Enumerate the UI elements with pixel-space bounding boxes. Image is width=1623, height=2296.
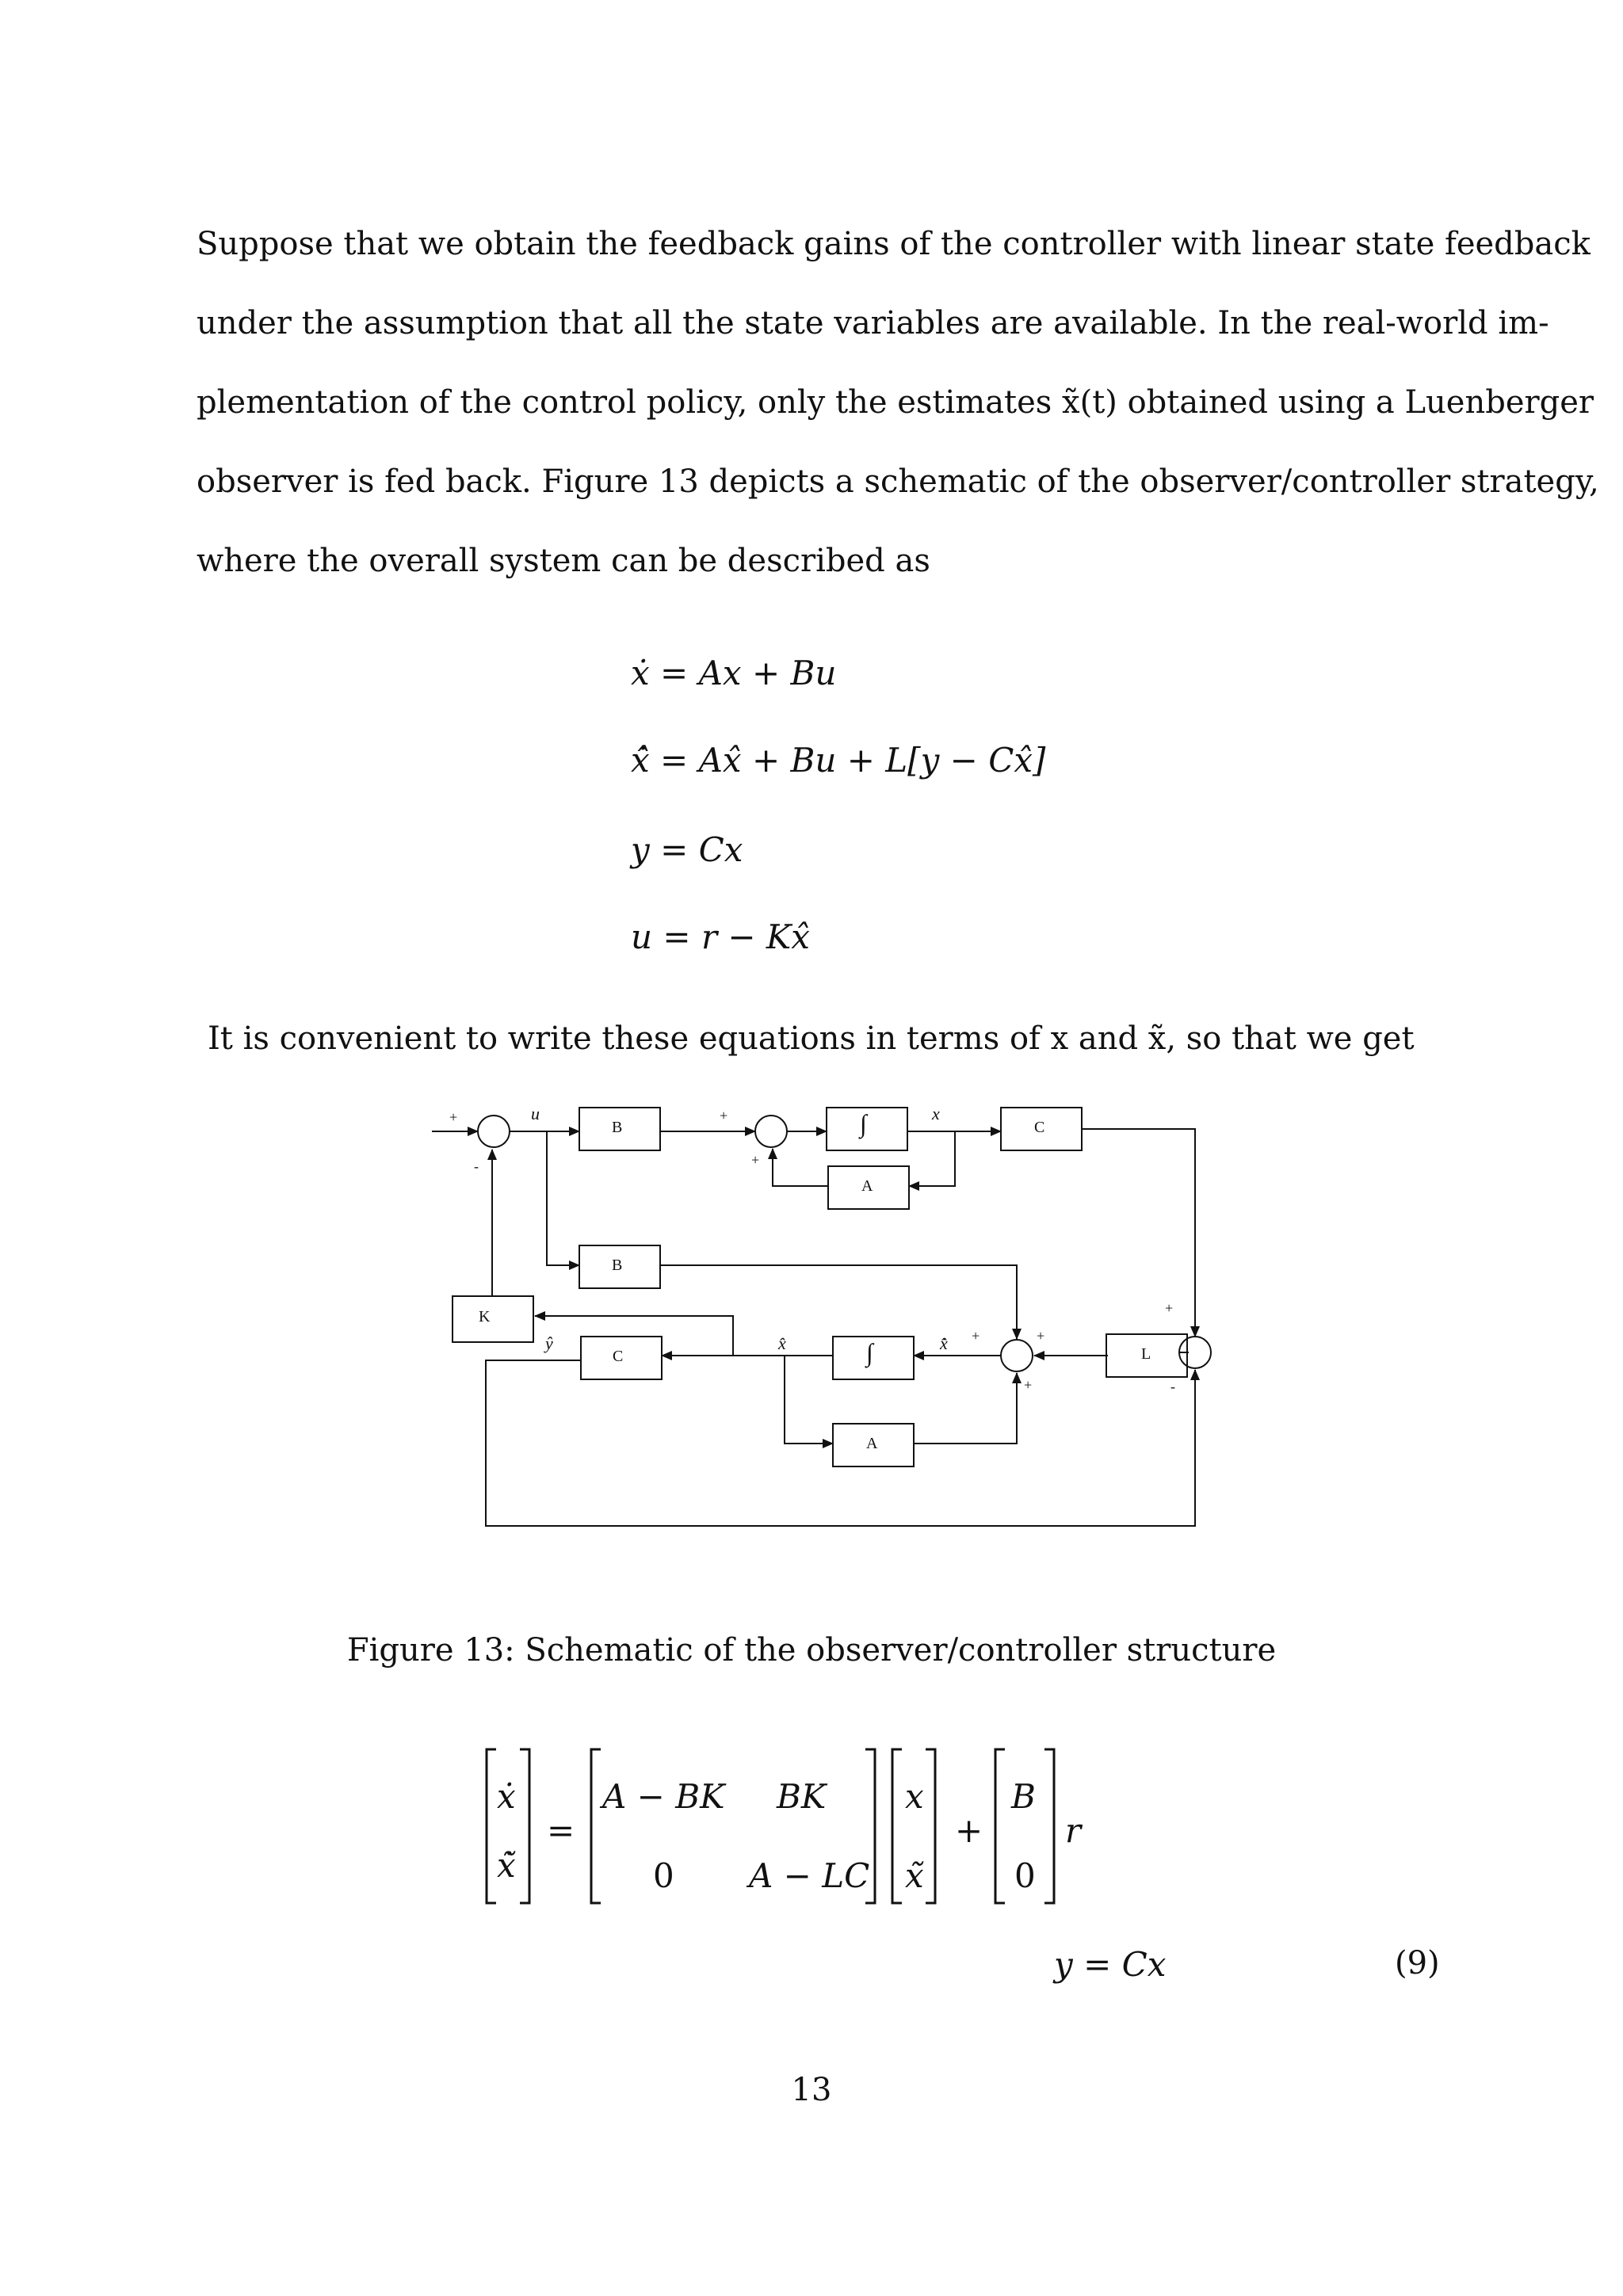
bracket-left xyxy=(892,1749,902,1903)
label-a-bottom: A xyxy=(866,1435,878,1452)
label-b-top: B xyxy=(612,1119,623,1136)
sign-plus: + xyxy=(1165,1300,1174,1316)
signal-u: u xyxy=(531,1104,540,1123)
sign-plus: + xyxy=(751,1152,760,1168)
signal-y-hat: ŷ xyxy=(545,1333,553,1353)
paragraph-line: Suppose that we obtain the feedback gains of the controller with linear state feedback xyxy=(197,226,1591,262)
lead-sentence: It is convenient to write these equations in terms of x and x̃, so that we get xyxy=(208,1020,1415,1057)
figure-caption: Figure 13: Schematic of the observer/controller structure xyxy=(346,1632,1277,1669)
state-x: x xyxy=(905,1777,924,1816)
input-b: B xyxy=(1011,1777,1036,1816)
page-number: 13 xyxy=(791,2072,832,2108)
bracket-right xyxy=(926,1749,935,1903)
matrix-cell: A − LC xyxy=(749,1856,870,1895)
lhs-x-tilde-dot: x̃̇ xyxy=(497,1846,516,1885)
lhs-x-dot: ẋ xyxy=(497,1777,516,1816)
signal-x-hat: x̂ xyxy=(778,1333,786,1353)
sign-plus: + xyxy=(449,1109,458,1125)
sign-minus: - xyxy=(474,1158,479,1174)
label-a-top: A xyxy=(861,1177,873,1195)
label-c-top: C xyxy=(1034,1119,1045,1136)
equation-state: ẋ = Ax + Bu xyxy=(631,654,837,692)
signal-x-hat-dot: x̂̇ xyxy=(940,1333,948,1353)
sign-plus: + xyxy=(1037,1328,1045,1344)
sign-plus: + xyxy=(1024,1377,1033,1393)
plus-sign: + xyxy=(955,1811,983,1850)
output-equation: y = Cx xyxy=(1054,1945,1167,1984)
paragraph-line: plementation of the control policy, only the estimates x̃(t) obtained using a Luenberger xyxy=(197,384,1594,421)
paragraph-line: where the overall system can be described as xyxy=(197,543,930,579)
bracket-left xyxy=(591,1749,601,1903)
sign-minus: - xyxy=(1170,1379,1175,1394)
label-integrator-top: ∫ xyxy=(860,1109,867,1138)
label-integrator-bottom: ∫ xyxy=(866,1338,873,1367)
bracket-right xyxy=(520,1749,529,1903)
equals-sign: = xyxy=(547,1811,575,1850)
input-r: r xyxy=(1065,1811,1082,1850)
equation-output: y = Cx xyxy=(631,830,743,869)
sign-plus: + xyxy=(720,1108,728,1123)
input-zero: 0 xyxy=(1014,1856,1036,1895)
equation-observer: x̂̇ = Ax̂ + Bu + L[y − Cx̂] xyxy=(631,741,1046,780)
label-l: L xyxy=(1141,1345,1151,1363)
bracket-left xyxy=(487,1749,496,1903)
bracket-right xyxy=(1044,1749,1054,1903)
sign-plus: + xyxy=(972,1328,980,1344)
matrix-cell: BK xyxy=(777,1777,827,1816)
signal-x: x xyxy=(932,1104,940,1123)
matrix-cell: 0 xyxy=(653,1856,674,1895)
equation-control: u = r − Kx̂ xyxy=(631,917,810,956)
equation-number: (9) xyxy=(1395,1945,1440,1981)
label-b-mid: B xyxy=(612,1257,623,1274)
paragraph-line: under the assumption that all the state variables are available. In the real-world im- xyxy=(197,305,1549,341)
paragraph-line: observer is fed back. Figure 13 depicts a schematic of the observer/controller strategy, xyxy=(197,463,1599,500)
label-k: K xyxy=(479,1308,491,1325)
bracket-left xyxy=(995,1749,1005,1903)
label-c-bottom: C xyxy=(613,1348,624,1365)
state-x-tilde: x̃ xyxy=(905,1856,924,1895)
matrix-cell: A − BK xyxy=(602,1777,725,1816)
